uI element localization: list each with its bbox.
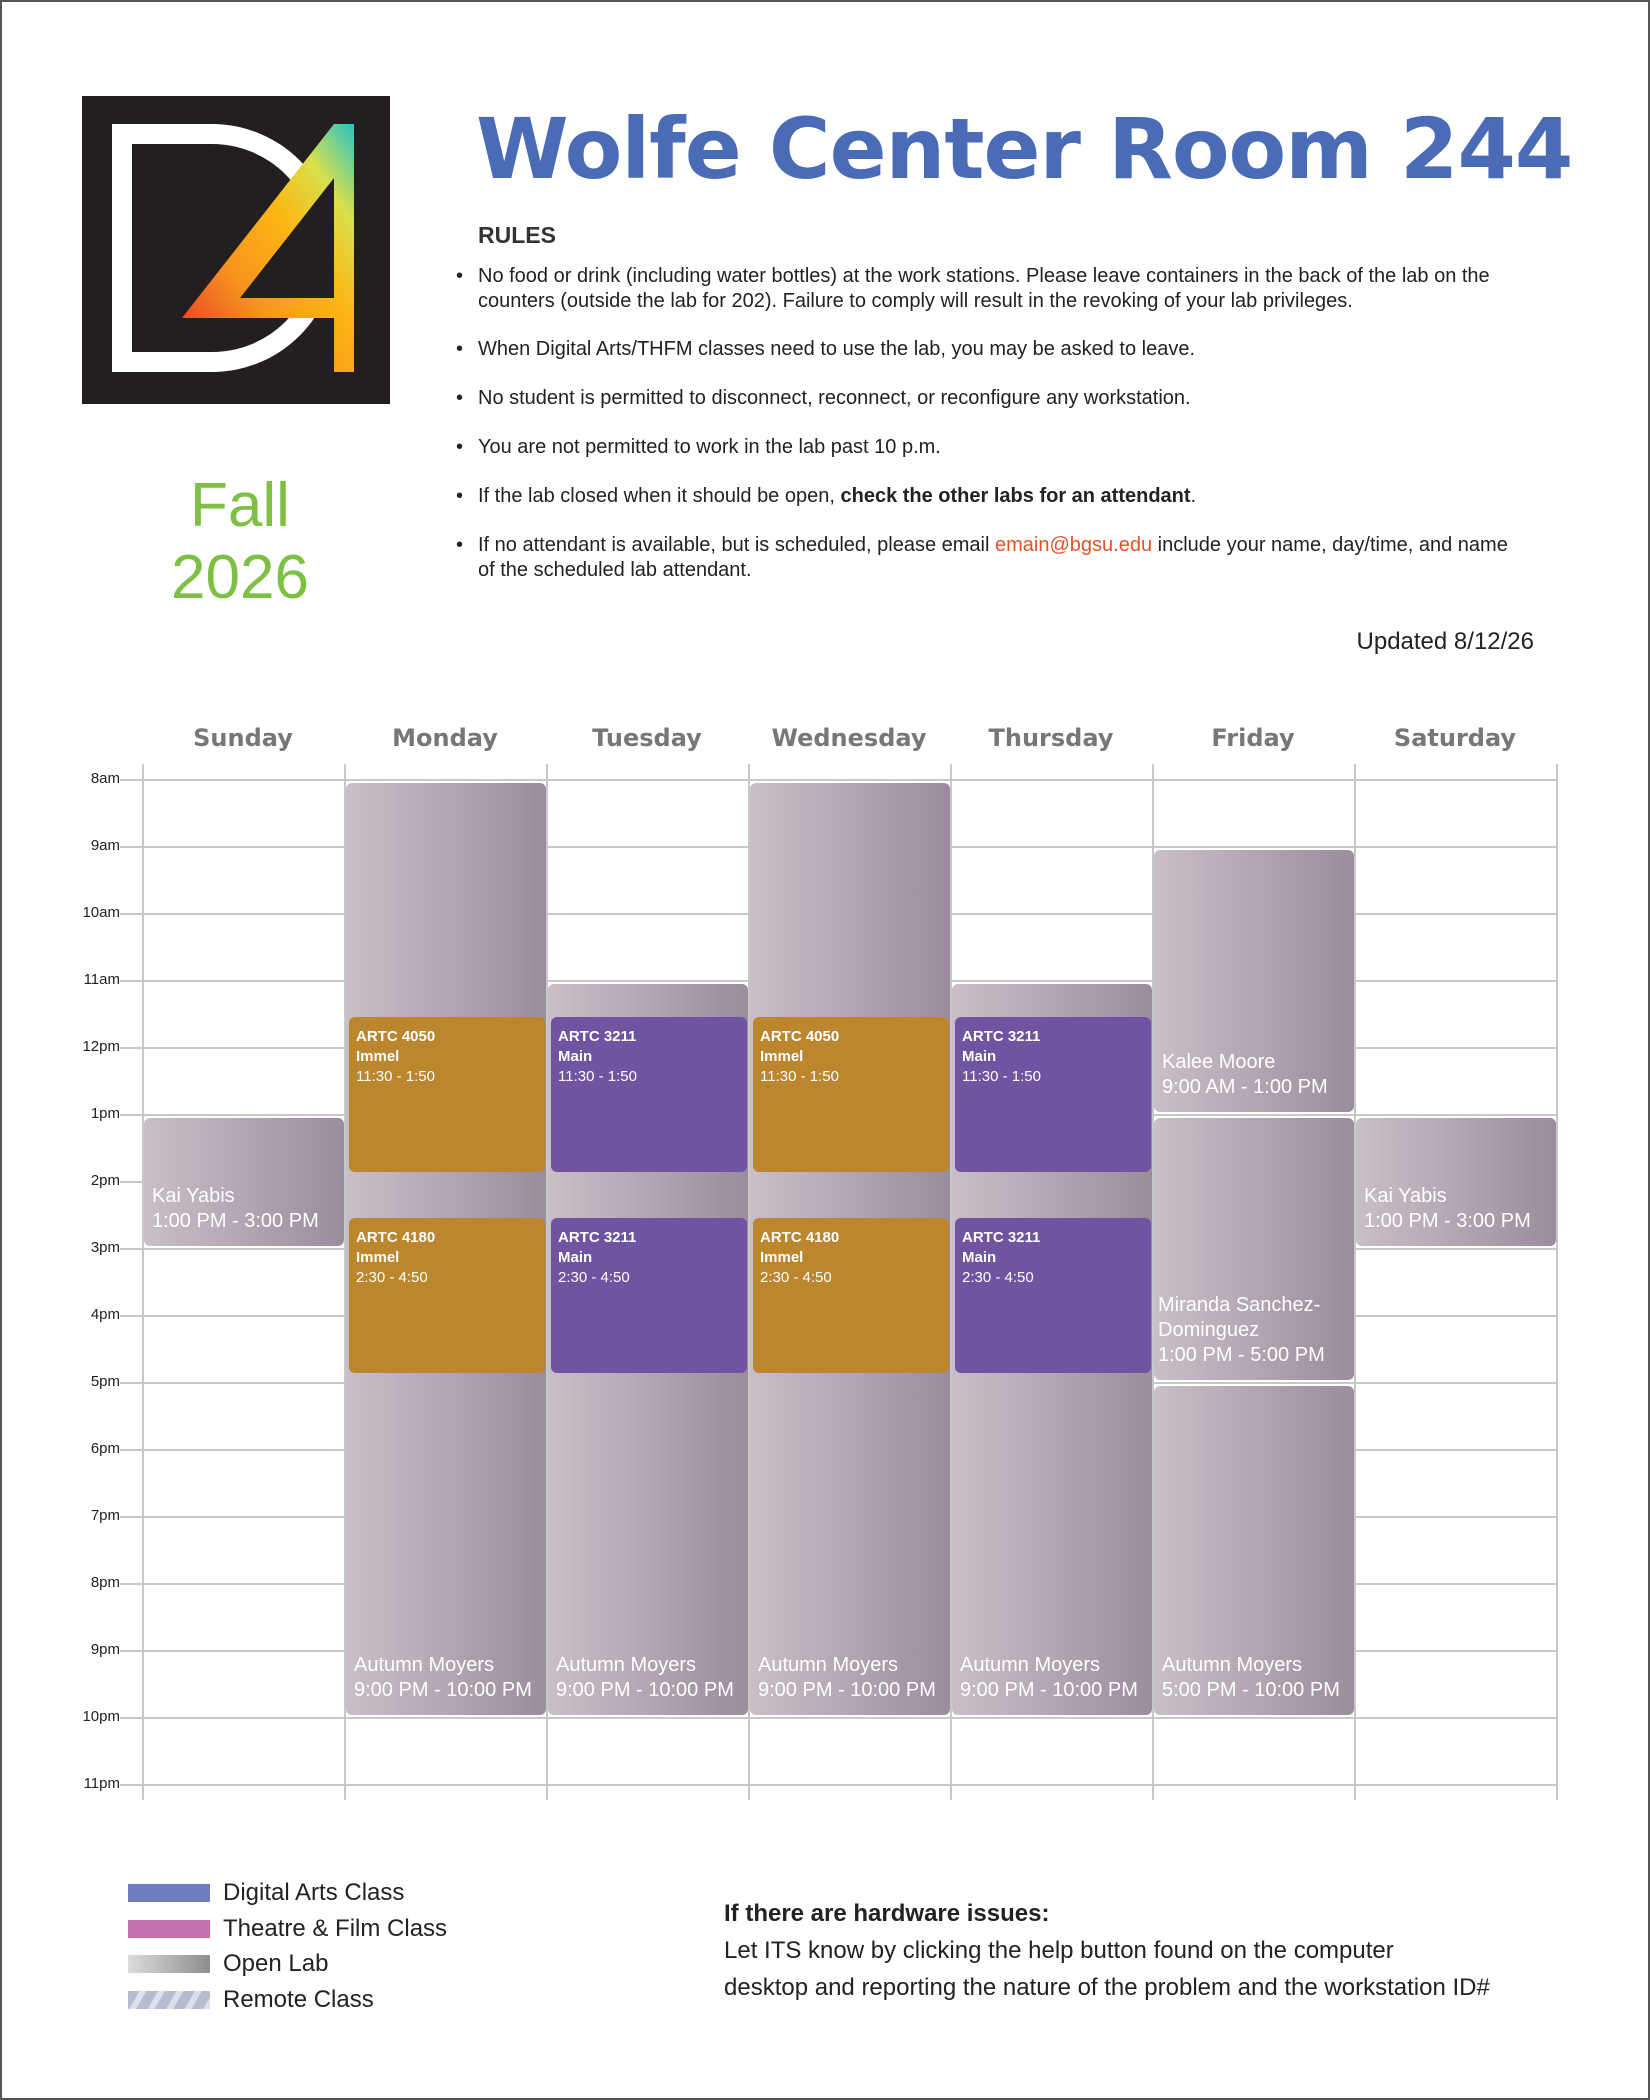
- class-block: [551, 1218, 747, 1373]
- day-header: Friday: [1211, 724, 1295, 752]
- attendant-time: 9:00 PM - 10:00 PM: [556, 1679, 734, 1701]
- class-room: Main: [962, 1248, 997, 1266]
- hour-label: 6pm: [90, 1440, 120, 1457]
- legend-label: Remote Class: [223, 1985, 374, 2013]
- rule-item: • When Digital Arts/THFM classes need to use the lab, you may be asked to leave.: [452, 337, 1512, 362]
- attendant-label: [960, 1653, 1150, 1703]
- rule-item: • You are not permitted to work in the lab past 10 p.m.: [452, 435, 1512, 460]
- class-time: 11:30 - 1:50: [356, 1067, 435, 1085]
- hardware-line: Let ITS know by clicking the help button found on the computer: [724, 1937, 1394, 1964]
- rule-emphasis: check the other labs for an attendant: [840, 485, 1191, 507]
- attendant-time: 1:00 PM - 5:00 PM: [1158, 1344, 1325, 1366]
- class-code: ARTC 3211: [558, 1228, 637, 1246]
- grid-line: [1354, 764, 1356, 1800]
- attendant-name: Kalee Moore: [1162, 1051, 1276, 1073]
- legend-swatch: [128, 1920, 210, 1938]
- open-lab-block: [1154, 850, 1354, 1112]
- day-header: Tuesday: [592, 724, 702, 752]
- class-code: ARTC 4180: [760, 1228, 840, 1246]
- attendant-label: [152, 1184, 342, 1234]
- attendant-time: 9:00 PM - 10:00 PM: [354, 1679, 532, 1701]
- class-block: [551, 1017, 747, 1172]
- class-room: Immel: [760, 1248, 804, 1266]
- attendant-name: Miranda Sanchez-Dominguez: [1158, 1294, 1321, 1341]
- class-time: 2:30 - 4:50: [558, 1268, 630, 1286]
- rules-heading: RULES: [478, 222, 556, 248]
- day-header: Wednesday: [771, 724, 927, 752]
- class-time: 2:30 - 4:50: [356, 1268, 428, 1286]
- digital-arts-logo: [82, 96, 390, 404]
- attendant-label: [1364, 1184, 1554, 1234]
- hour-label: 12pm: [82, 1038, 120, 1055]
- hour-label: 11am: [83, 971, 120, 988]
- legend-label: Theatre & Film Class: [223, 1914, 448, 1942]
- attendant-time: 9:00 PM - 10:00 PM: [960, 1679, 1138, 1701]
- class-time: 11:30 - 1:50: [760, 1067, 839, 1085]
- hour-label: 2pm: [90, 1172, 120, 1189]
- class-room: Main: [962, 1047, 997, 1065]
- attendant-time: 9:00 PM - 10:00 PM: [758, 1679, 936, 1701]
- class-room: Immel: [760, 1047, 804, 1065]
- attendant-label: [1158, 1293, 1352, 1368]
- grid-line: [120, 1784, 1556, 1786]
- class-code: ARTC 3211: [558, 1027, 637, 1045]
- hour-label: 9am: [90, 837, 120, 854]
- class-code: ARTC 3211: [962, 1228, 1041, 1246]
- grid-line: [120, 779, 1556, 781]
- legend-label: Digital Arts Class: [223, 1879, 405, 1906]
- legend-swatch: [128, 1955, 210, 1973]
- day-header: Monday: [392, 724, 498, 752]
- hardware-line: desktop and reporting the nature of the problem and the workstation ID#: [724, 1974, 1490, 2001]
- class-room: Main: [558, 1047, 593, 1065]
- class-code: ARTC 3211: [962, 1027, 1041, 1045]
- class-block: [955, 1218, 1151, 1373]
- open-lab-block: [1154, 1386, 1354, 1715]
- page-title: Wolfe Center Room 244: [476, 100, 1573, 198]
- attendant-label: [1162, 1653, 1352, 1703]
- day-header: Thursday: [988, 724, 1114, 752]
- class-code: ARTC 4180: [356, 1228, 436, 1246]
- attendant-name: Autumn Moyers: [1162, 1654, 1303, 1676]
- hour-label: 10am: [82, 904, 120, 921]
- term-season: Fall: [190, 471, 290, 540]
- class-time: 11:30 - 1:50: [962, 1067, 1041, 1085]
- rule-item: • No food or drink (including water bottles) at the work stations. Please leave containers in the back of the lab on the counters (outside the lab for 202). Failure to comply will result in the revoking of your lab privileges.: [452, 264, 1512, 314]
- class-room: Main: [558, 1248, 593, 1266]
- attendant-name: Kai Yabis: [152, 1185, 235, 1207]
- attendant-time: 1:00 PM - 3:00 PM: [152, 1210, 319, 1232]
- class-block: [753, 1017, 949, 1172]
- class-block: [955, 1017, 1151, 1172]
- attendant-time: 5:00 PM - 10:00 PM: [1162, 1679, 1340, 1701]
- hour-label: 3pm: [90, 1239, 120, 1256]
- hour-label: 4pm: [90, 1306, 120, 1323]
- attendant-name: Kai Yabis: [1364, 1185, 1447, 1207]
- class-room: Immel: [356, 1248, 400, 1266]
- legend-label: Open Lab: [223, 1950, 329, 1977]
- rules-list: [452, 264, 1512, 583]
- open-lab-block: [144, 1118, 344, 1246]
- attendant-time: 9:00 AM - 1:00 PM: [1162, 1076, 1328, 1098]
- rule-item: • If the lab closed when it should be open, check the other labs for an attendant.: [452, 484, 1512, 509]
- da-logo-mark: [82, 96, 390, 404]
- hour-label: 1pm: [90, 1105, 120, 1122]
- legend-swatch: [128, 1991, 210, 2009]
- attendant-name: Autumn Moyers: [960, 1654, 1101, 1676]
- open-lab-block: [1154, 1118, 1354, 1380]
- class-block: [349, 1218, 545, 1373]
- grid-line: [120, 1717, 1556, 1719]
- class-code: ARTC 4050: [356, 1027, 436, 1045]
- hour-label: 10pm: [82, 1708, 120, 1725]
- day-header: Sunday: [193, 724, 293, 752]
- hour-label: 9pm: [90, 1641, 120, 1658]
- attendant-label: [354, 1653, 544, 1703]
- hour-label: 8am: [90, 770, 120, 787]
- attendant-time: 1:00 PM - 3:00 PM: [1364, 1210, 1531, 1232]
- attendant-label: [1162, 1050, 1352, 1100]
- hour-label: 11pm: [83, 1775, 120, 1792]
- class-code: ARTC 4050: [760, 1027, 840, 1045]
- attendant-label: [758, 1653, 948, 1703]
- class-time: 2:30 - 4:50: [962, 1268, 1034, 1286]
- class-time: 11:30 - 1:50: [558, 1067, 637, 1085]
- class-room: Immel: [356, 1047, 400, 1065]
- email-link[interactable]: emain@bgsu.edu: [995, 534, 1153, 556]
- class-time: 2:30 - 4:50: [760, 1268, 832, 1286]
- class-block: [753, 1218, 949, 1373]
- hour-label: 7pm: [90, 1507, 120, 1524]
- hardware-notice: [724, 1895, 1584, 2006]
- legend-swatch: [128, 1884, 210, 1902]
- term-label: [120, 470, 360, 614]
- updated-date: Updated 8/12/26: [1356, 628, 1534, 655]
- term-year: 2026: [171, 543, 309, 612]
- hour-label: 5pm: [90, 1373, 120, 1390]
- grid-line: [1556, 764, 1558, 1800]
- day-header: Saturday: [1393, 724, 1517, 752]
- rule-item: • No student is permitted to disconnect, reconnect, or reconfigure any workstation.: [452, 386, 1512, 411]
- attendant-label: [556, 1653, 746, 1703]
- attendant-name: Autumn Moyers: [758, 1654, 899, 1676]
- rule-item: • If no attendant is available, but is scheduled, please email emain@bgsu.edu include your name, day/time, and name of the scheduled lab attendant.: [452, 533, 1512, 583]
- grid-line: [142, 764, 144, 1800]
- attendant-name: Autumn Moyers: [556, 1654, 697, 1676]
- hour-label: 8pm: [90, 1574, 120, 1591]
- attendant-name: Autumn Moyers: [354, 1654, 495, 1676]
- class-block: [349, 1017, 545, 1172]
- hardware-title: If there are hardware issues:: [724, 1900, 1050, 1927]
- open-lab-block: [1356, 1118, 1556, 1246]
